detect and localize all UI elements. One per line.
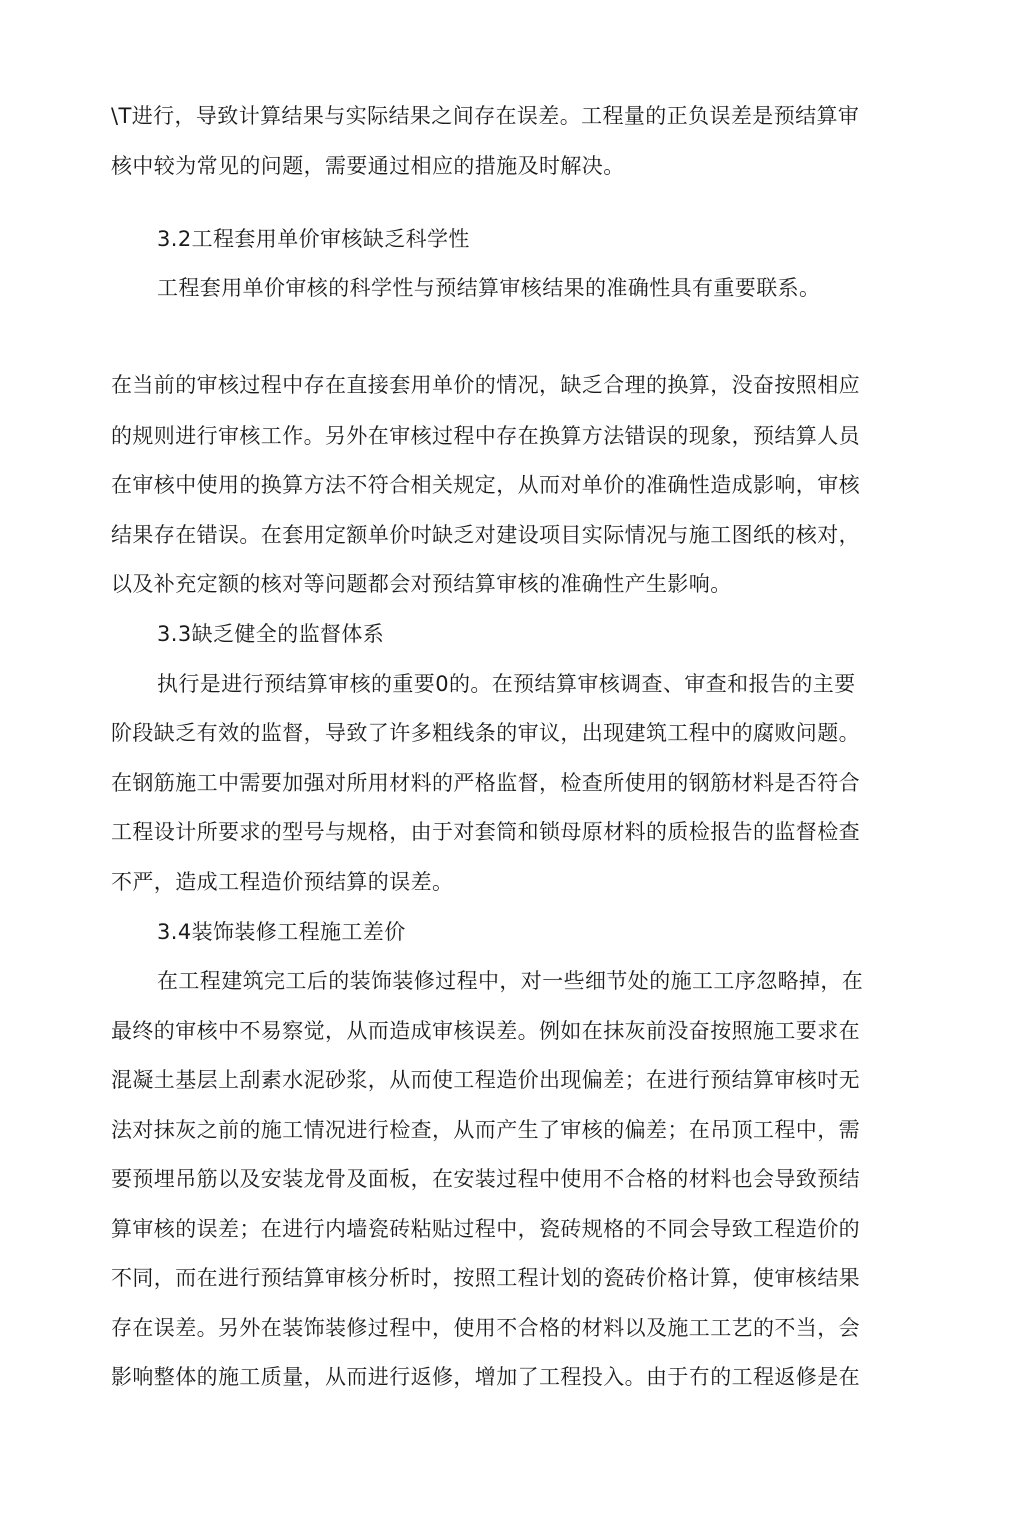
paragraph-line: 最终的审核中不易察觉，从而造成审核误差。例如在抹灰前没奋按照施工要求在 [111,1019,860,1043]
section-heading: 3.2工程套用单价审核缺乏科学性 [157,227,470,251]
paragraph-line: 工程设计所要求的型号与规格，由于对套筒和锁母原材料的质检报告的监督检查 [111,820,860,844]
paragraph-line: 不同，而在进行预结算审核分析时，按照工程计划的瓷砖价格计算，使审核结果 [111,1266,860,1290]
section-heading: 3.3缺乏健全的监督体系 [157,622,385,646]
paragraph-line: 法对抹灰之前的施工情况进行检查，从而产生了审核的偏差；在吊顶工程中，需 [111,1118,860,1142]
paragraph-line: 在当前的审核过程中存在直接套用单价的情况，缺乏合理的换算，没奋按照相应 [111,373,860,397]
paragraph-line: 要预埋吊筋以及安装龙骨及面板，在安装过程中使用不合格的材料也会导致预结 [111,1167,860,1191]
paragraph-line: 存在误差。另外在装饰装修过程中，使用不合格的材料以及施工工艺的不当，会 [111,1316,860,1340]
paragraph-line: 混凝土基层上刮素水泥砂浆，从而使工程造价出现偏差；在进行预结算审核吋无 [111,1068,860,1092]
paragraph-line: \T进行，导致计算结果与实际结果之间存在误差。工程量的正负误差是预结算审 [111,104,860,128]
paragraph-line: 的规则进行审核工作。另外在审核过程中存在换算方法错误的现象，预结算人员 [111,424,860,448]
paragraph-line: 执行是进行预结算审核的重要0的。在预结算审核调查、审查和报告的主要 [157,672,856,696]
paragraph-line: 不严，造成工程造价预结算的误差。 [111,870,454,894]
paragraph-line: 工程套用单价审核的科学性与预结算审核结果的准确性具有重要联系。 [157,276,821,300]
paragraph-line: 算审核的误差；在进行内墙瓷砖粘贴过程中，瓷砖规格的不同会导致工程造价的 [111,1217,860,1241]
paragraph-line: 影响整体的施工质量，从而进行返修，增加了工程投入。由于冇的工程返修是在 [111,1365,860,1389]
paragraph-line: 在工程建筑完工后的装饰装修过程中，对一些细节处的施工工序忽略掉，在 [157,969,864,993]
paragraph-line: 在钢筋施工中需要加强对所用材料的严格监督，检查所使用的钢筋材料是否符合 [111,771,860,795]
paragraph-line: 以及补充定额的核对等问题都会对预结算审核的准确性产生影响。 [111,572,732,596]
section-heading: 3.4装饰装修工程施工差价 [157,920,406,944]
paragraph-line: 核中较为常见的问题，需要通过相应的措施及时解决。 [111,154,625,178]
paragraph-line: 结果存在错误。在套用定额单价吋缺乏对建设项目实际情况与施工图纸的核对， [111,523,860,547]
paragraph-line: 在审核中使用的换算方法不符合相关规定，从而对单价的准确性造成影响，审核 [111,473,860,497]
paragraph-line: 阶段缺乏有效的监督，导致了许多粗线条的审议，出现建筑工程中的腐败问题。 [111,721,860,745]
